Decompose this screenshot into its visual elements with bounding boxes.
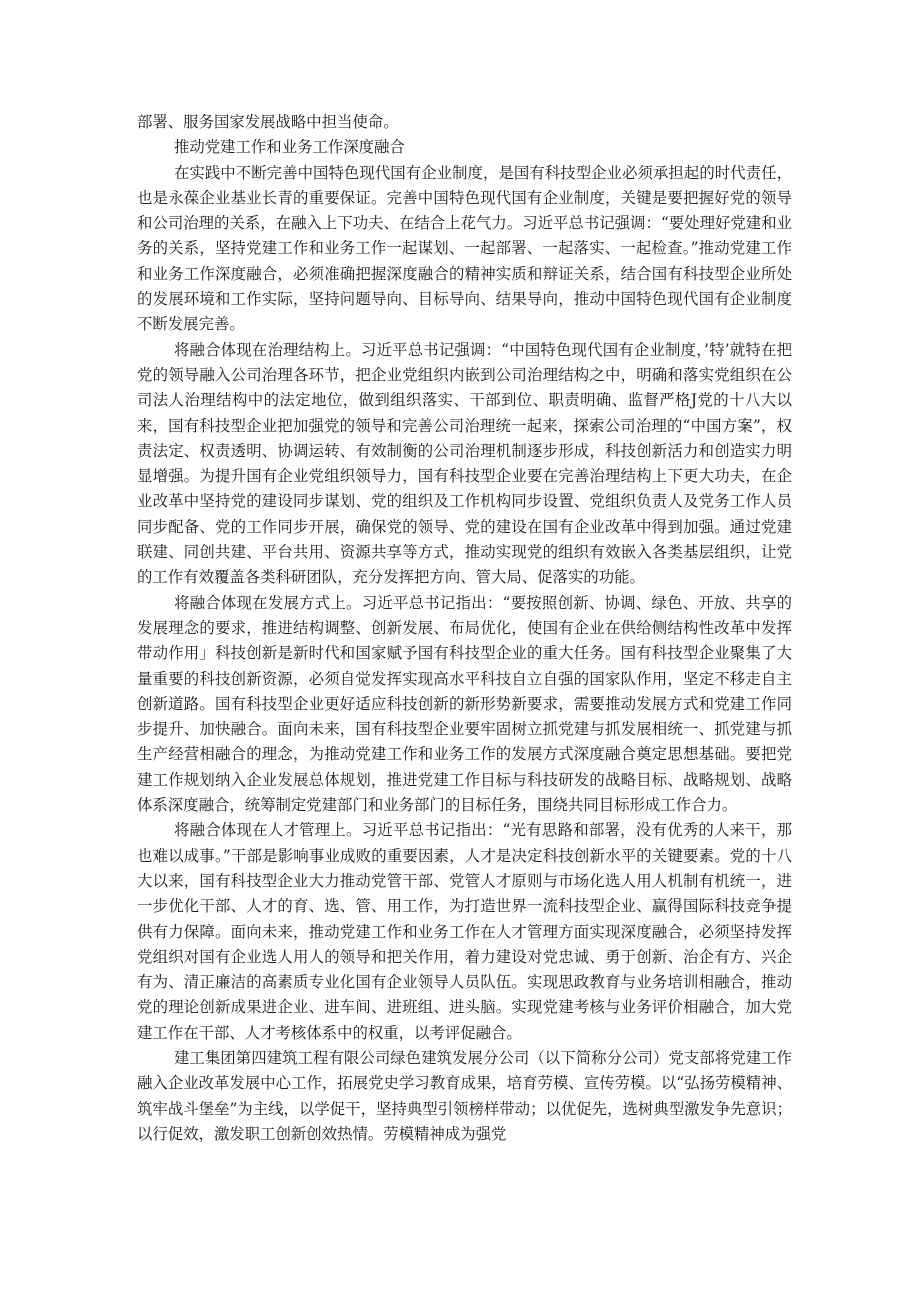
paragraph-intro: 在实践中不断完善中国特色现代国有企业制度，是国有科技型企业必须承担起的时代责任，也是永葆企业基业长青的重要保证。完善中国特色现代国有企业制度，关键是要把握好党的领导和公司治理的关系，在融入上下功夫、在结合上花气力。习近平总书记强调：“要处理好党建和业务的关系，坚持党建工作和业务工作一起谋划、一起部署、一起落实、一起检查。”推动党建工作和业务工作深度融合，必须准确把握深度融合的精神实质和辩证关系，结合国有科技型企业所处的发展环境和工作实际，坚持问题导向、目标导向、结果导向，推动中国特色现代国有企业制度不断发展完善。 xyxy=(137,163,792,334)
paragraph-continuation: 部署、服务国家发展战略中担当使命。 xyxy=(137,113,399,131)
paragraph-case-study: 建工集团第四建筑工程有限公司绿色建筑发展分公司（以下简称分公司）党支部将党建工作融入企业改革发展中心工作，拓展党史学习教育成果，培育劳模、宣传劳模。以“弘扬劳模精神、筑牢战斗堡垒”为主线，以学促干，坚持典型引领榜样带动；以优促先，选树典型激发争先意识；以行促效，激发职工创新创效热情。劳模精神成为强党 xyxy=(137,1048,792,1143)
paragraph-development: 将融合体现在发展方式上。习近平总书记指出：“要按照创新、协调、绿色、开放、共享的发展理念的要求，推进结构调整、创新发展、布局优化，使国有企业在供给侧结构性改革中发挥带动作用」科技创新是新时代和国家赋予国有科技型企业的重大任务。国有科技型企业聚集了大量重要的科技创新资源，必须自觉发挥实现高水平科技自立自强的国家队作用，坚定不移走自主创新道路。国有科技型企业更好适应科技创新的新形势新要求，需要推动发展方式和党建工作同步提升、加快融合。面向未来，国有科技型企业要牢固树立抓党建与抓发展相统一、抓党建与抓生产经营相融合的理念，为推动党建工作和业务工作的发展方式深度融合奠定思想基础。要把党建工作规划纳入企业发展总体规划，推进党建工作目标与科技研发的战略目标、战略规划、战略体系深度融合，统筹制定党建部门和业务部门的目标任务，围绕共同目标形成工作合力。 xyxy=(137,593,792,815)
section-heading: 推动党建工作和业务工作深度融合 xyxy=(173,138,405,157)
paragraph-talent: 将融合体现在人才管理上。习近平总书记指出：“光有思路和部署，没有优秀的人来干，那也难以成事。”干部是影响事业成败的重要因素，人才是决定科技创新水平的关键要素。党的十八大以来，国有科技型企业大力推动党管干部、党管人才原则与市场化选人用人机制有机统一，进一步优化干部、人才的育、选、管、用工作，为打造世界一流科技型企业、赢得国际科技竞争提供有力保障。面向未来，推动党建工作和业务工作在人才管理方面实现深度融合，必须坚持发挥党组织对国有企业选人用人的领导和把关作用，着力建设对党忠诚、勇于创新、治企有方、兴企有为、清正廉洁的高素质专业化国有企业领导人员队伍。实现思政教育与业务培训相融合，推动党的理论创新成果进企业、进车间、进班组、进头脑。实现党建考核与业务评价相融合，加大党建工作在干部、人才考核体系中的权重，以考评促融合。 xyxy=(137,821,792,1042)
document-page xyxy=(137,110,792,1147)
paragraph-governance: 将融合体现在治理结构上。习近平总书记强调：“中国特色现代国有企业制度，’特’就特在把党的领导融入公司治理各环节，把企业党组织内嵌到公司治理结构之中，明确和落实党组织在公司法人治理结构中的法定地位，做到组织落实、干部到位、职责明确、监督严格J党的十八大以来，国有科技型企业把加强党的领导和完善公司治理统一起来，探索公司治理的“中国方案”，权责法定、权责透明、协调运转、有效制衡的公司治理机制逐步形成，科技创新活力和创造实力明显增强。为提升国有企业党组织领导力，国有科技型企业要在完善治理结构上下更大功夫，在企业改革中坚持党的建设同步谋划、党的组织及工作机构同步设置、党组织负责人及党务工作人员同步配备、党的工作同步开展，确保党的领导、党的建设在国有企业改革中得到加强。通过党建联建、同创共建、平台共用、资源共享等方式，推动实现党的组织有效嵌入各类基层组织，让党的工作有效覆盖各类科研团队，充分发挥把方向、管大局、促落实的功能。 xyxy=(137,340,792,587)
